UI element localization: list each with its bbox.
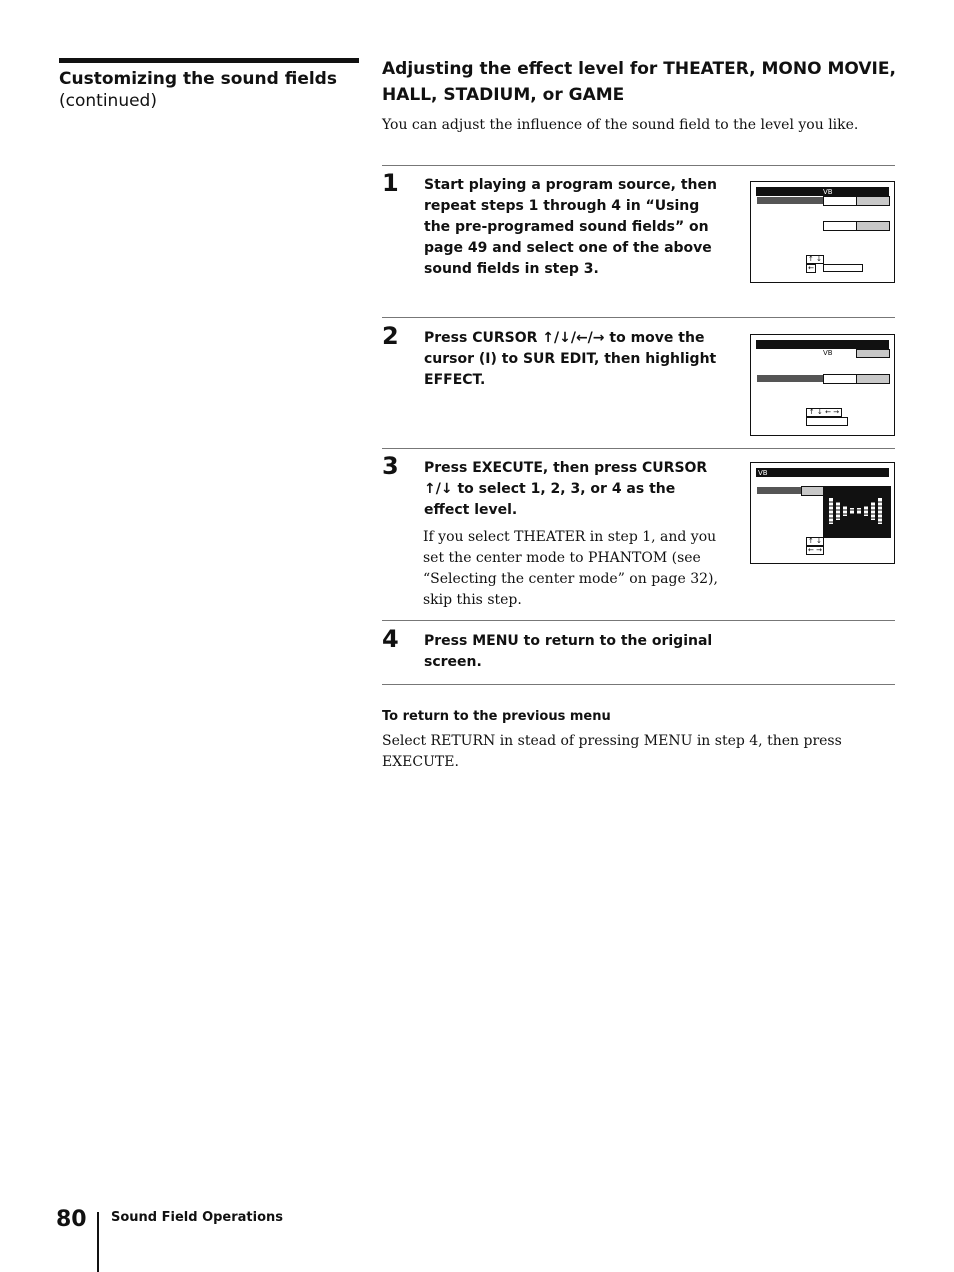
screen-illustration-1 [750, 181, 895, 283]
four-way-arrows-icon: ↑ ↓ ← → [806, 408, 842, 417]
footer-section-name: Sound Field Operations [111, 1210, 284, 1225]
screen-illustration-2 [750, 334, 895, 436]
screen-field [856, 349, 890, 358]
screen-title-bar [756, 468, 889, 477]
return-heading: To return to the previous menu [382, 709, 611, 724]
section-title [59, 68, 369, 112]
page-heading: Adjusting the effect level for THEATER, MONO MOVIE, HALL, STADIUM, or GAME [382, 59, 896, 105]
step-2-text: Press CURSOR ↑/↓/←/→ to move the cursor (I) to SUR EDIT, then highlight EFFECT. [424, 330, 717, 388]
cursor-highlight [757, 375, 823, 382]
step-4-text: Press MENU to return to the original screen. [424, 633, 713, 670]
screen-field [823, 196, 857, 206]
step-3-note: If you select THEATER in step 1, and you set the center mode to PHANTOM (see “Selecting the center mode” on page 32), skip this step. [423, 529, 718, 608]
step-divider [382, 317, 895, 318]
left-right-arrows-icon: ← → [806, 546, 824, 555]
step-number-3: 3 [382, 452, 399, 480]
step-number-4: 4 [382, 625, 399, 653]
step-divider [382, 620, 895, 621]
intro-text: You can adjust the influence of the sound field to the level you like. [382, 117, 859, 133]
effect-level-meter-icon [823, 486, 891, 538]
page-number: 80 [56, 1207, 87, 1232]
footer-rule [97, 1212, 99, 1272]
screen-illustration-3 [750, 462, 895, 564]
return-text: Select RETURN in stead of pressing MENU in step 4, then press EXECUTE. [382, 733, 842, 770]
screen-field [823, 374, 857, 384]
screen-field [856, 221, 890, 231]
screen-field [856, 374, 890, 384]
step-divider [382, 448, 895, 449]
up-down-arrows-icon: ↑ ↓ [806, 255, 824, 264]
screen-field [823, 221, 857, 231]
step-3-text: Press EXECUTE, then press CURSOR ↑/↓ to select 1, 2, 3, or 4 as the effect level. [424, 460, 708, 518]
screen-field [823, 264, 863, 272]
menu-badge-icon: VB [823, 188, 833, 196]
screen-field [856, 196, 890, 206]
cursor-highlight [757, 487, 801, 494]
section-rule [59, 58, 359, 63]
cursor-highlight [757, 197, 823, 204]
section-title-continued: (continued) [59, 91, 157, 111]
step-1-text: Start playing a program source, then repeat steps 1 through 4 in “Using the pre-programed sound fields” on page 49 and select one of the above sound fields in step 3. [424, 177, 717, 277]
step-divider [382, 165, 895, 166]
screen-title-bar [756, 340, 889, 349]
step-number-2: 2 [382, 322, 399, 350]
screen-field [801, 486, 825, 496]
screen-field [806, 417, 848, 426]
up-down-arrows-icon: ↑ ↓ [806, 537, 824, 546]
left-arrow-icon: ← [806, 264, 816, 273]
menu-badge-icon: VB [758, 469, 768, 477]
step-number-1: 1 [382, 169, 399, 197]
section-title-main: Customizing the sound fields [59, 69, 337, 89]
step-divider [382, 684, 895, 685]
menu-badge-icon: VB [823, 349, 833, 357]
